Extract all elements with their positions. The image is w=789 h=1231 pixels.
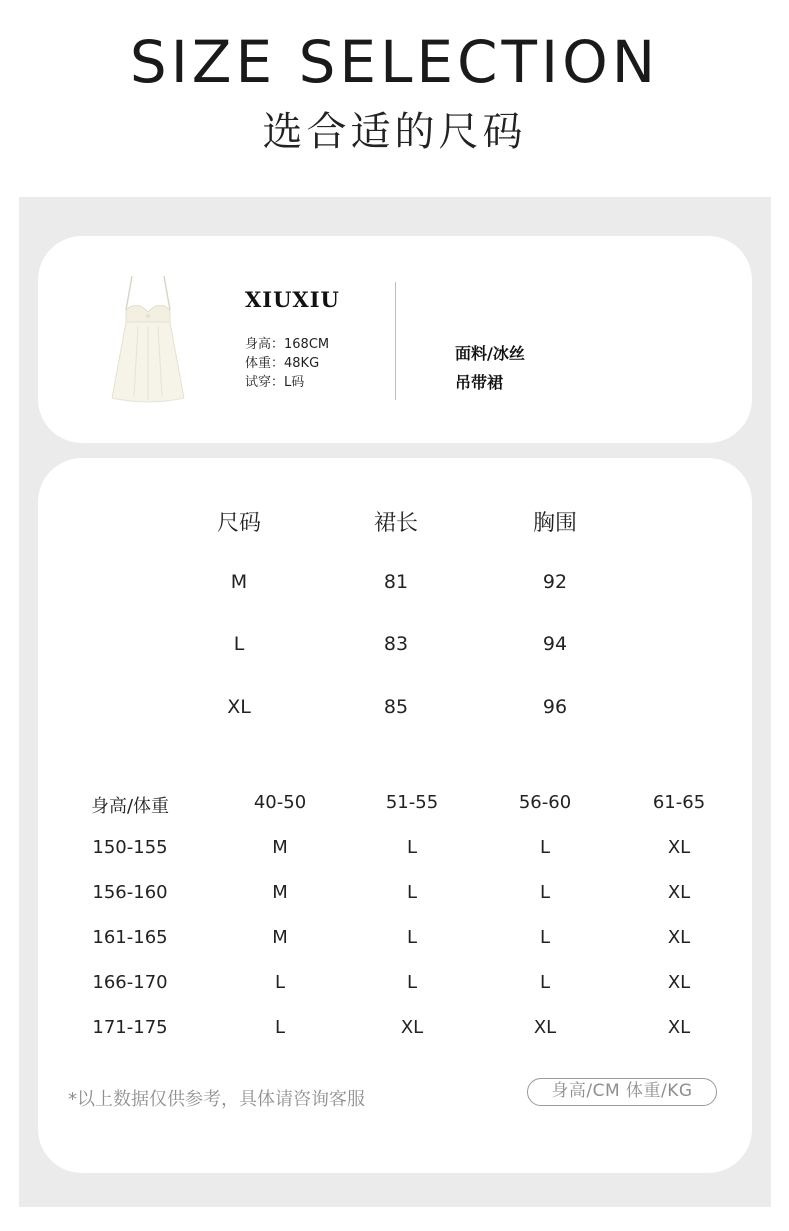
size-recommend: L [406, 927, 418, 948]
size-recommend: XL [667, 837, 691, 858]
disclaimer-note: *以上数据仅供参考，具体请咨询客服 [68, 1089, 365, 1110]
divider [395, 282, 396, 400]
fabric-label: 面料/冰丝 [455, 344, 525, 363]
size-recommend: XL [667, 972, 691, 993]
size-recommend: XL [667, 882, 691, 903]
height-range: 166-170 [92, 972, 168, 993]
size-recommend: L [406, 972, 418, 993]
size-recommend: XL [400, 1017, 424, 1038]
model-size: 试穿：L码 [245, 375, 305, 390]
size-recommend: L [539, 837, 551, 858]
size-recommend: XL [667, 1017, 691, 1038]
unit-badge: 身高/CM 体重/KG [527, 1078, 717, 1106]
size-recommend: L [406, 837, 418, 858]
page-title-en: SIZE SELECTION [129, 28, 660, 96]
size-recommend: L [274, 972, 286, 993]
size-cell: XL [227, 696, 251, 718]
size-recommend: L [274, 1017, 286, 1038]
size-header: 尺码 [216, 511, 261, 536]
size-cell: M [230, 571, 248, 593]
height-range: 150-155 [92, 837, 168, 858]
weight-range-header: 56-60 [518, 792, 572, 813]
model-name: XIUXIU [245, 287, 340, 312]
weight-range-header: 61-65 [652, 792, 706, 813]
bust-header: 胸围 [532, 511, 577, 536]
product-type: 吊带裙 [455, 373, 504, 392]
size-recommend: L [539, 927, 551, 948]
page-title-cn: 选合适的尺码 [262, 109, 527, 155]
length-cell: 85 [383, 696, 409, 718]
dress-image [104, 270, 190, 406]
bust-cell: 92 [542, 571, 568, 593]
length-header: 裙长 [373, 511, 418, 536]
model-height: 身高：168CM [245, 337, 330, 352]
weight-range-header: 40-50 [253, 792, 307, 813]
height-range: 171-175 [92, 1017, 168, 1038]
size-recommend: XL [533, 1017, 557, 1038]
bust-cell: 94 [542, 633, 568, 655]
length-cell: 83 [383, 633, 409, 655]
size-recommend: L [406, 882, 418, 903]
size-recommend: L [539, 972, 551, 993]
height-range: 156-160 [92, 882, 168, 903]
size-recommend: XL [667, 927, 691, 948]
size-recommend: M [272, 882, 288, 903]
size-recommend: M [272, 927, 288, 948]
length-cell: 81 [383, 571, 409, 593]
hw-header: 身高/体重 [90, 796, 170, 817]
model-weight: 体重：48KG [245, 356, 320, 371]
height-range: 161-165 [92, 927, 168, 948]
size-cell: L [233, 633, 245, 655]
size-recommend: L [539, 882, 551, 903]
size-recommend: M [272, 837, 288, 858]
bust-cell: 96 [542, 696, 568, 718]
weight-range-header: 51-55 [385, 792, 439, 813]
